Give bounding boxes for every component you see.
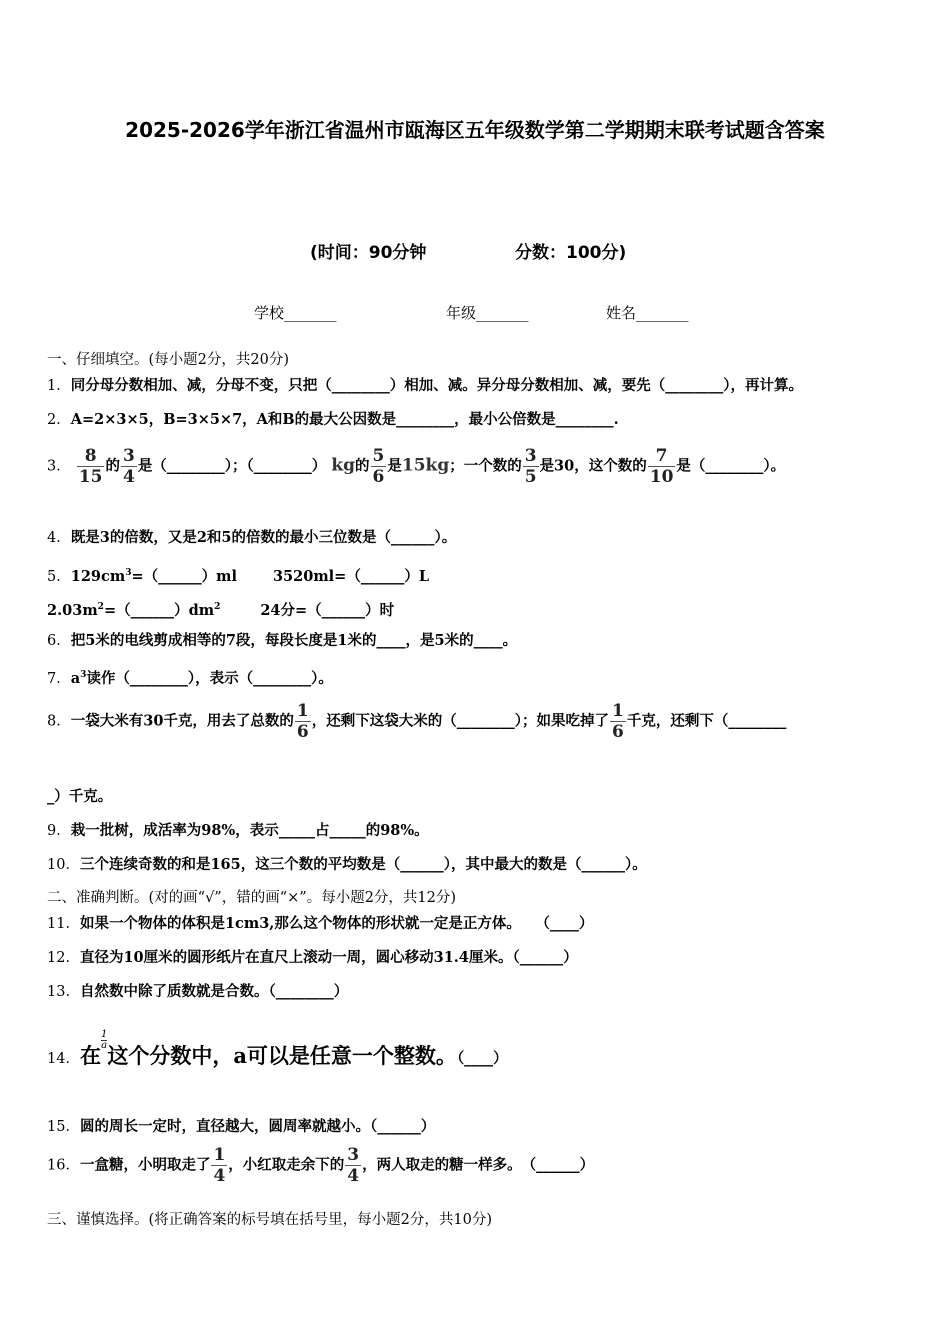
question-number: 10． xyxy=(47,857,80,873)
question-text: 直径为10厘米的圆形纸片在直尺上滚动一周，圆心移动31.4厘米。（______） xyxy=(79,949,578,966)
question-16: 16．一盒糖，小明取走了 $\frac{1}{4}$ ，小红取走余下的 $\frac{3}{4}$ ，两人取走的糖一样多。 （______） xyxy=(47,1145,595,1186)
question-text: 栽一批树，成活率为98%，表示_____占_____的98%。 xyxy=(70,822,429,839)
question-text: 同分母分数相加、减，分母不变，只把（________）相加、减。异分母分数相加、减，要先（________），再计算。 xyxy=(70,377,803,394)
question-10 xyxy=(47,855,647,875)
question-number: 9． xyxy=(47,823,71,839)
question-number: 6． xyxy=(47,633,71,649)
question-8: 8．一袋大米有30千克，用去了总数的 $\frac{1}{6}$ ，还剩下这袋大米的（________）；如果吃掉了 $\frac{1}{6}$ 千克，还剩下（________ xyxy=(47,701,787,742)
question-text: 圆的周长一定时，直径越大，圆周率就越小。（______） xyxy=(79,1118,436,1135)
exam-time: (时间：90分钟 xyxy=(310,243,427,263)
question-14: 14．在 $\frac{1}{a}$这个分数中，a可以是任意一个整数。（____） xyxy=(47,1029,508,1068)
question-12 xyxy=(47,948,578,968)
fraction: $\frac{7}{10}$ xyxy=(649,446,674,487)
fraction: $\frac{1}{4}$ xyxy=(213,1145,226,1186)
question-number: 14． xyxy=(47,1051,80,1067)
school-field: 学校_______ xyxy=(254,304,337,322)
question-number: 3． xyxy=(47,458,71,475)
fraction: $\frac{3}{4}$ xyxy=(122,446,135,487)
question-number: 7． xyxy=(47,670,71,687)
question-4 xyxy=(47,528,456,548)
question-number: 15． xyxy=(47,1119,80,1135)
question-2 xyxy=(47,410,619,430)
question-text: 自然数中除了质数就是合数。（________） xyxy=(79,983,349,1000)
question-15 xyxy=(47,1117,435,1137)
fraction: $\frac{5}{6}$ xyxy=(372,446,385,487)
exam-score: 分数：100分) xyxy=(515,243,627,263)
question-9 xyxy=(47,821,429,841)
question-number: 5． xyxy=(47,568,71,585)
page-title: 2025-2026学年浙江省温州市瓯海区五年级数学第二学期期末联考试题含答案 xyxy=(125,118,825,142)
fraction: $\frac{3}{4}$ xyxy=(347,1145,360,1186)
question-number: 16． xyxy=(47,1157,80,1174)
section-1-heading: 一、仔细填空。(每小题2分，共20分) xyxy=(47,352,289,368)
question-5a: 5．$129cm^3=(\_\_\_\_\_\_)ml$ 3520ml=（______）L xyxy=(47,567,430,585)
question-5b: $2.03m^2=(\_\_\_\_\_\_)dm^2$ 24分=（______）时 xyxy=(47,601,395,619)
fraction: $\frac{1}{6}$ xyxy=(296,701,309,742)
question-text: 把5米的电线剪成相等的7段，每段长度是1米的____，是5米的____。 xyxy=(70,632,518,649)
question-number: 1． xyxy=(47,378,71,394)
question-text: 既是3的倍数，又是2和5的倍数的最小三位数是（______）。 xyxy=(70,529,457,546)
section-3-heading: 三、谨慎选择。(将正确答案的标号填在括号里，每小题2分，共10分) xyxy=(47,1212,492,1228)
question-3: 3． $\frac{8}{15}$ 的 $\frac{3}{4}$ 是（________）；（________） kg的 $\frac{5}{6}$ 是15kg；一个数的 $\frac{3}{5}$ 是30，这个数的 $\frac{7}{10}$ 是（________）。 xyxy=(47,446,786,487)
question-text: A=2×3×5，B=3×5×7，A和B的最大公因数是________，最小公倍数是________. xyxy=(70,411,619,428)
question-number: 13． xyxy=(47,984,80,1000)
question-8-continued: _）千克。 xyxy=(47,788,113,805)
grade-field: 年级_______ xyxy=(446,304,529,322)
fraction: $\frac{1}{6}$ xyxy=(612,701,624,742)
question-6 xyxy=(47,631,517,651)
question-number: 8． xyxy=(47,713,71,730)
question-number: 11． xyxy=(47,916,80,932)
name-field: 姓名_______ xyxy=(606,304,689,322)
question-11 xyxy=(47,914,593,934)
fraction: $\frac{8}{15}$ xyxy=(78,446,103,487)
question-number: 4． xyxy=(47,530,71,546)
question-text: 三个连续奇数的和是165，这三个数的平均数是（______），其中最大的数是（______）。 xyxy=(79,856,647,873)
fraction: $\frac{3}{5}$ xyxy=(524,446,537,487)
question-13 xyxy=(47,982,348,1002)
question-number: 2． xyxy=(47,412,71,428)
question-number: 12． xyxy=(47,950,80,966)
question-7: 7．$a^3$读作（________），表示（________）。 xyxy=(47,669,333,687)
section-2-heading: 二、准确判断。(对的画“√”，错的画“×”。每小题2分，共12分) xyxy=(47,890,457,906)
question-1 xyxy=(47,376,803,396)
fraction: $\frac{1}{a}$ xyxy=(100,1029,108,1051)
question-text: 如果一个物体的体积是1cm3,那么这个物体的形状就一定是正方体。 （____） xyxy=(79,915,594,932)
